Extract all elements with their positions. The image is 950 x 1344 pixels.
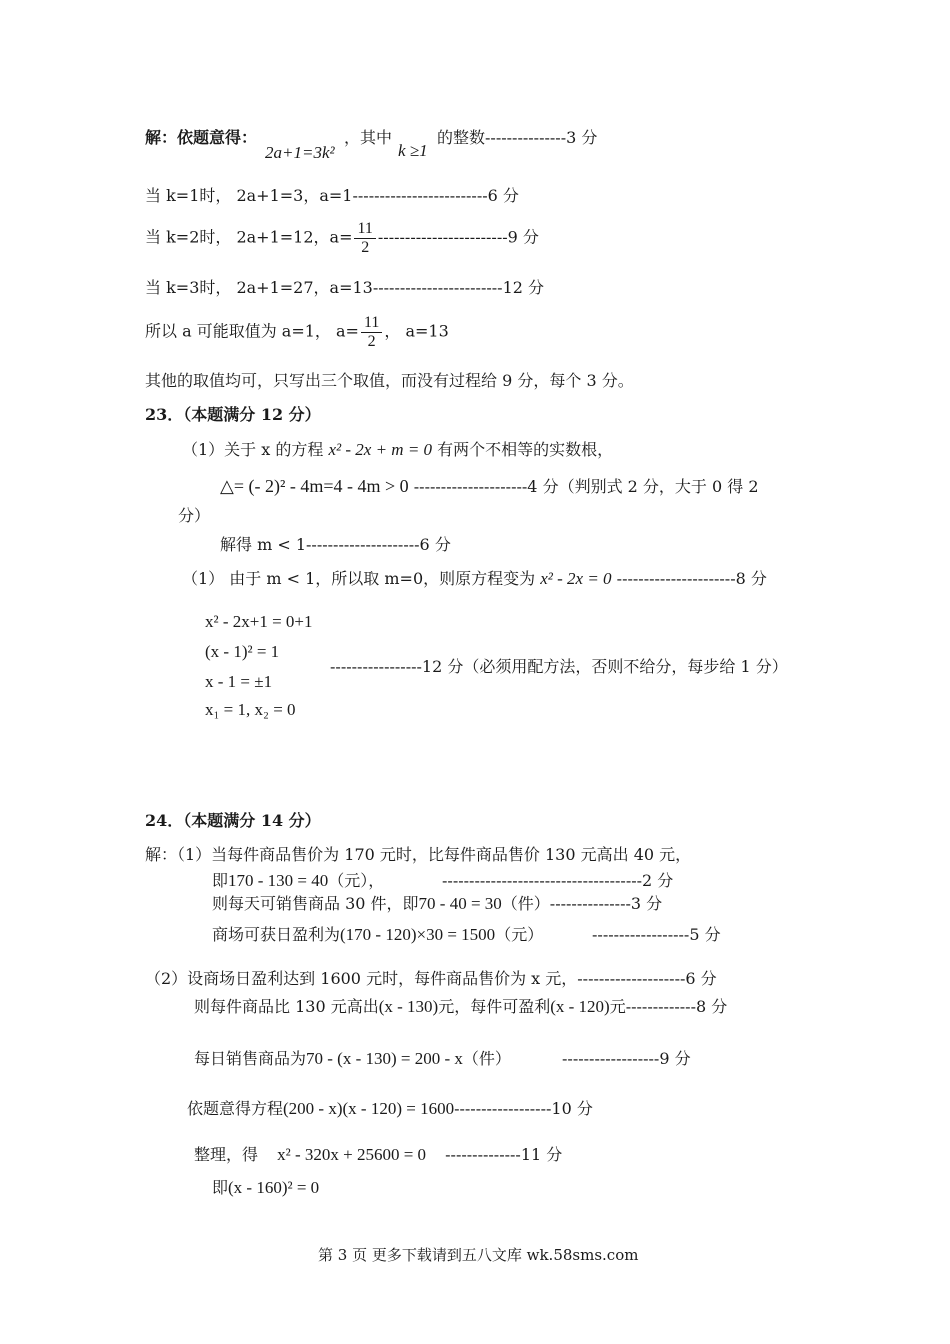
p23-discriminant-line xyxy=(220,476,759,498)
p24-line-4 xyxy=(212,925,543,945)
p24-l6-pre: 则每件商品比 130 元高出 xyxy=(194,997,379,1016)
problem-24-header: 24．（本题满分 14 分） xyxy=(145,811,321,830)
fraction-numerator: 11 xyxy=(361,314,382,333)
condition-math: k ≥1 xyxy=(398,141,428,160)
summary-fraction xyxy=(361,314,382,350)
p24-l9-math: x² - 320x + 25600 = 0 xyxy=(277,1145,427,1164)
p24-l6-mid: 元，每件可盈利 xyxy=(438,997,551,1016)
p23-step-1: x² - 2x+1 = 0+1 xyxy=(205,612,313,631)
solution-line-intro xyxy=(145,128,257,147)
p23-discriminant-post: ---------------------4 分（判别式 2 分，大于 0 得 2 xyxy=(413,477,759,496)
case-k1: 当 k=1时， 2a+1=3，a=1-------------------------6 分 xyxy=(145,186,519,205)
p24-l3-math: 70 - 40 = 30 xyxy=(418,894,502,913)
p24-line-9 xyxy=(194,1145,562,1165)
p24-l10-math: (x - 160)² = 0 xyxy=(228,1178,320,1197)
p24-line-3 xyxy=(212,894,662,914)
case-k3: 当 k=3时， 2a+1=27，a=13------------------------12 分 xyxy=(145,278,545,297)
p24-l7-pre: 每日销售商品为 xyxy=(194,1049,307,1068)
p24-line-2-score: -------------------------------------2 分 xyxy=(442,871,674,890)
p24-l4-math: (170 - 120)×30 = 1500 xyxy=(340,925,496,944)
fraction-eleven-halves xyxy=(354,220,375,256)
p23-solve-line: 解得 m < 1---------------------6 分 xyxy=(220,535,451,554)
p24-l4-pre: 商场可获日盈利为 xyxy=(212,925,341,944)
p24-l7-math: 70 - (x - 130) = 200 - x xyxy=(306,1049,463,1068)
p23-step-4: x₁ = 1, x₂ = 0 xyxy=(205,700,296,719)
p23-discriminant-wrap: 分） xyxy=(178,506,211,525)
condition-post: 的整数---------------3 分 xyxy=(437,128,598,147)
p24-l8-pre: 依题意得方程 xyxy=(187,1099,284,1118)
p24-l7-post: （件） xyxy=(462,1049,511,1068)
summary-post: ， a=13 xyxy=(384,321,449,341)
p24-l2-pre: 即 xyxy=(212,871,229,890)
p24-line-10 xyxy=(212,1178,319,1198)
p24-l8-post: ------------------10 分 xyxy=(454,1099,593,1118)
problem-23-header: 23．（本题满分 12 分） xyxy=(145,405,321,424)
p24-line-4-score: ------------------5 分 xyxy=(592,925,721,944)
p24-l10-pre: 即 xyxy=(212,1178,229,1197)
case-k2-post: ------------------------9 分 xyxy=(377,227,539,247)
fraction-denominator: 2 xyxy=(361,238,370,256)
p24-line-6 xyxy=(194,997,727,1017)
p23-step-3: x - 1 = ±1 xyxy=(205,672,273,691)
fraction-denominator: 2 xyxy=(367,332,376,350)
p23-discriminant-math: △= (- 2)² - 4m=4 - 4m > 0 xyxy=(220,476,409,496)
p24-l3-post: （件）---------------3 分 xyxy=(501,894,663,913)
summary-line xyxy=(145,314,449,350)
case-k2-pre: 当 k=2时， 2a+1=12，a= xyxy=(145,227,353,247)
p24-l4-post: （元） xyxy=(495,925,544,944)
p23-q2-line xyxy=(182,569,767,589)
p24-l9-post: --------------11 分 xyxy=(445,1145,563,1164)
p24-line-2 xyxy=(212,871,384,891)
p24-line-7-score: ------------------9 分 xyxy=(562,1049,691,1068)
grading-note: 其他的取值均可，只写出三个取值，而没有过程给 9 分，每个 3 分。 xyxy=(145,371,634,390)
p23-step-note: -----------------12 分（必须用配方法，否则不给分，每步给 1 分） xyxy=(330,657,788,676)
equation-2a-plus-1: 2a+1=3k² xyxy=(265,143,335,162)
fraction-numerator: 11 xyxy=(354,220,375,239)
p23-q1-pre: （1）关于 x 的方程 xyxy=(182,440,324,459)
p23-q2-pre: （1） 由于 m < 1，所以取 m=0，则原方程变为 xyxy=(182,569,536,588)
p23-q2-post: ----------------------8 分 xyxy=(616,569,767,588)
p24-l3-pre: 则每天可销售商品 30 件，即 xyxy=(212,894,419,913)
summary-pre: 所以 a 可能取值为 a=1， a= xyxy=(145,321,359,341)
condition-line xyxy=(344,128,392,147)
p23-q1-equation: x² - 2x + m = 0 xyxy=(328,440,433,459)
p23-q1-post: 有两个不相等的实数根， xyxy=(437,440,614,459)
page-footer: 第 3 页 更多下载请到五八文库 wk.58sms.com xyxy=(318,1246,639,1264)
p24-l8-math: (200 - x)(x - 120) = 1600 xyxy=(283,1099,455,1118)
p24-l9-pre: 整理，得 xyxy=(194,1145,259,1164)
p24-l6-math-2: (x - 120) xyxy=(550,997,610,1016)
p24-line-5: （2）设商场日盈利达到 1600 元时，每件商品售价为 x 元，--------------------6 分 xyxy=(145,969,717,988)
solution-lead: 解：依题意得： xyxy=(145,128,258,147)
p23-step-2: (x - 1)² = 1 xyxy=(205,642,280,661)
p24-l6-math-1: (x - 130) xyxy=(378,997,439,1016)
p24-line-1: 解：（1）当每件商品售价为 170 元时，比每件商品售价 130 元高出 40 元， xyxy=(145,845,692,864)
p24-l2-math: 170 - 130 = 40 xyxy=(228,871,329,890)
p24-l2-post: （元）， xyxy=(328,871,385,890)
p23-q1-line xyxy=(182,440,613,460)
p24-line-8 xyxy=(187,1099,593,1119)
case-k2 xyxy=(145,220,539,256)
condition-pre: ，其中 xyxy=(344,128,393,147)
p23-q2-equation: x² - 2x = 0 xyxy=(540,569,612,588)
p24-line-7 xyxy=(194,1049,511,1069)
p24-l6-post: 元-------------8 分 xyxy=(609,997,728,1016)
